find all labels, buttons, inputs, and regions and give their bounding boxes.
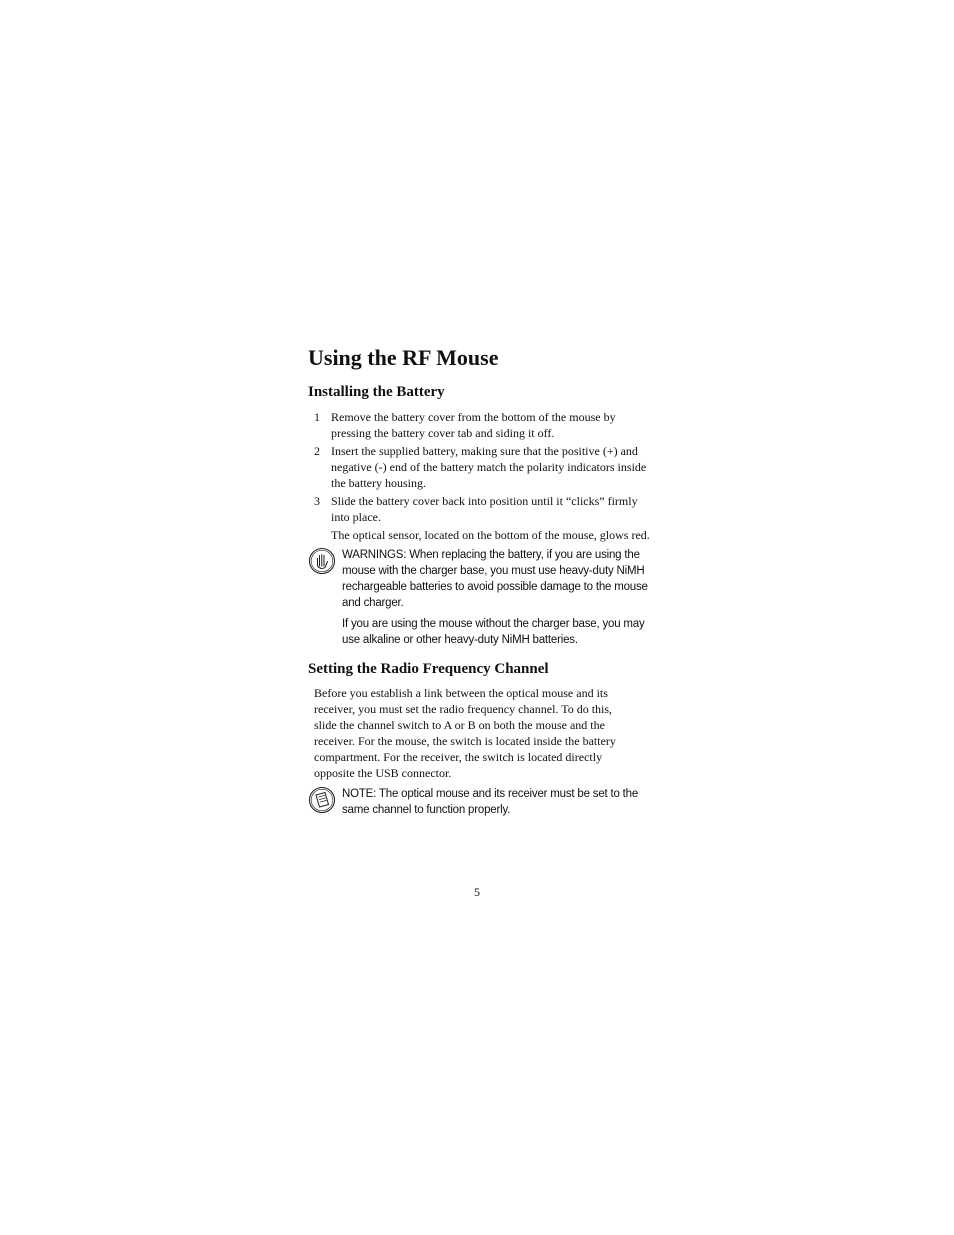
note-text: NOTE: The optical mouse and its receiver must be set to the same channel to function properly. xyxy=(342,788,639,816)
list-item xyxy=(308,493,653,525)
radio-section xyxy=(308,659,653,818)
list-item xyxy=(308,409,653,441)
radio-paragraph: Before you establish a link between the optical mouse and its receiver, you must set the radio frequency channel. To do this, slide the channel switch to A or B on both the mouse and the receiver. For the mouse, the switch is located inside the battery compartment. For the receiver, the switch is located directly opposite the USB connector. xyxy=(314,686,616,780)
content-column xyxy=(308,344,653,818)
warning-text: WARNINGS: When replacing the battery, if you are using the mouse with the charger base, you must use heavy-duty NiMH rechargeable batteries to avoid possible damage to the mouse and charger. xyxy=(342,549,648,609)
installation-steps xyxy=(308,409,653,525)
step-number: 3 xyxy=(314,494,320,508)
hand-stop-icon xyxy=(308,547,336,575)
warning-callout xyxy=(308,547,653,648)
step-text: Remove the battery cover from the bottom of the mouse by pressing the battery cover tab and siding it off. xyxy=(331,410,616,440)
page-number: 5 xyxy=(474,885,480,899)
section-heading-installing: Installing the Battery xyxy=(308,384,445,400)
section-heading-radio: Setting the Radio Frequency Channel xyxy=(308,661,549,677)
step-text: Slide the battery cover back into position until it “clicks” firmly into place. xyxy=(331,494,638,524)
note-callout xyxy=(308,786,653,818)
list-item xyxy=(308,443,653,491)
step-number: 1 xyxy=(314,410,320,424)
warning-text-secondary: If you are using the mouse without the charger base, you may use alkaline or other heavy-duty NiMH batteries. xyxy=(342,618,645,646)
page-title: Using the RF Mouse xyxy=(308,345,499,370)
sensor-note: The optical sensor, located on the bottom of the mouse, glows red. xyxy=(331,528,650,542)
step-number: 2 xyxy=(314,444,320,458)
notepad-icon xyxy=(308,786,336,814)
step-text: Insert the supplied battery, making sure that the positive (+) and negative (-) end of the battery match the polarity indicators inside the battery housing. xyxy=(331,444,647,490)
